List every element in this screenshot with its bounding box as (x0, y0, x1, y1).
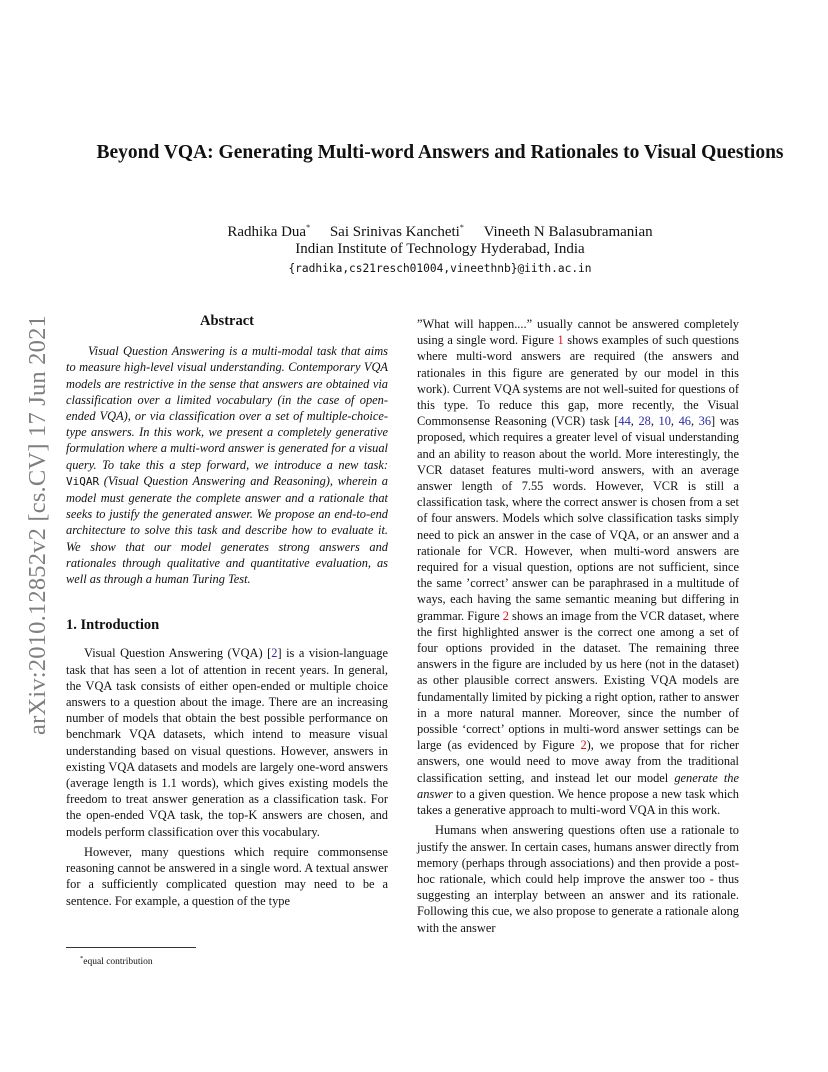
author-emails: {radhika,cs21resch01004,vineethnb}@iith.ac.in (288, 262, 592, 275)
author-2: Sai Srinivas Kancheti* (329, 223, 464, 240)
figure-link[interactable]: 2 (502, 608, 509, 623)
citation-link[interactable]: 46 (678, 414, 691, 429)
author-1: Radhika Dua* (227, 223, 311, 240)
intro-paragraph-2: However, many questions which require commonsense reasoning cannot be answered in a single word. A textual answer for a sufficiently complicated question may need to be a sentence. For example, a question of the type (66, 844, 388, 908)
author-3: Vineeth N Balasubramanian (483, 224, 653, 240)
citation-link[interactable]: 10 (658, 414, 671, 429)
right-paragraph-2: Humans when answering questions often use a rationale to justify the answer. In certain cases, humans answer directly from memory (perhaps through associations) and then provide a post-hoc rationale, which could help improve the answer too - thus suggesting an interplay between an answer and its rationale. Following this cue, we also propose to generate a rationale along with the answer (417, 823, 739, 935)
figure-link[interactable]: 2 (580, 738, 587, 753)
arxiv-watermark (18, 290, 58, 760)
right-paragraph-1: ”What will happen....” usually cannot be answered completely using a single word. Figure 1 shows examples of such questions where multi-word answers are required (the answers and rationales in this figure are generated by our model in this work). Current VQA systems are not well-suited for questions of this type. To reduce this gap, more recently, the Visual Commonsense Reasoning (VCR) task [44, 28, 10, 46, 36] was proposed, which requires a greater level of visual understanding and an ability to reason about the world. More interestingly, the VCR dataset features multi-word answers, with an average answer length of 7.55 words. However, VCR is still a classification task, where the correct answer is chosen from a set of four answers. Models which solve classification tasks simply need to pick an answer in the case of VQA, or an answer and a rationale for VCR. However, when multi-word answers are required for a visual question, options are not sufficient, since the same ’correct’ answer can be paraphrased in a multitude of ways, each having the same semantic meaning but differing in grammar. Figure 2 shows an image from the VCR dataset, where the first highlighted answer is the correct one among a set of four options provided in the dataset. The remaining three answers in the figure are included by us here (not in the dataset) as other plausible correct answers. Existing VQA models are fundamentally limited by picking a right option, rather to answer in a more natural manner. Moreover, since the number of possible ‘correct’ options in multi-word answer settings can be large (as evidenced by Figure 2), we propose that for richer answers, one would need to move away from the traditional classification setting, and instead let our model generate the answer to a given question. We hence propose a new task which takes a generative approach to multi-word VQA in this work. (417, 317, 739, 818)
emphasis-text: generate the answer (417, 770, 739, 801)
abstract-heading: Abstract (200, 313, 254, 329)
section-heading-introduction: 1. Introduction (66, 617, 160, 634)
paper-title: Beyond VQA: Generating Multi-word Answers and Rationales to Visual Questions (96, 142, 784, 163)
task-name: ViQAR (66, 474, 100, 488)
citation-link[interactable]: 36 (698, 414, 712, 429)
abstract-text: Visual Question Answering is a multi-modal task that aims to measure high-level visual understanding. Contemporary VQA models are restrictive in the sense that answers are obtained via classification over a limited vocabulary (in the case of open-ended VQA), or via classification over a set of multiple-choice-type answers. In this work, we present a completely generative formulation where a multi-word answer is generated for a visual query. To take this a step forward, we introduce a new task: ViQAR (Visual Question Answering and Reasoning), wherein a model must generate the complete answer and a rationale that seeks to justify the generated answer. We propose an end-to-end architecture to solve this task and describe how to evaluate it. We show that our model generates strong answers and rationales through qualitative and quantitative evaluation, as well as through a human Turing Test. (66, 344, 388, 587)
right-column (417, 316, 739, 936)
footnote-rule (66, 947, 196, 948)
affiliation: Indian Institute of Technology Hyderabad, India (295, 241, 585, 257)
citation-link[interactable]: 2 (271, 646, 278, 661)
intro-paragraph-1: Visual Question Answering (VQA) [2] is a vision-language task that has seen a lot of attention in recent years. In general, the VQA task consists of either open-ended or multiple choice answers to a question about the image. There are an increasing number of models that obtain the best possible performance on benchmark VQA datasets, which intend to measure visual understanding based on visual questions. However, answers in existing VQA datasets and models are largely one-word answers (average length is 1.1 words), which gives existing models the freedom to treat answer generation as a classification task. For the open-ended VQA task, the top-K answers are chosen, and models perform classification over this vocabulary. (66, 646, 388, 839)
citation-link[interactable]: 44 (618, 414, 631, 429)
left-column (66, 313, 388, 909)
footnote: *equal contribution (80, 955, 153, 967)
citation-link[interactable]: 28 (638, 414, 651, 429)
arxiv-id: arXiv:2010.12852v2 [cs.CV] 17 Jun 2021 (24, 315, 51, 735)
figure-link[interactable]: 1 (557, 333, 564, 348)
